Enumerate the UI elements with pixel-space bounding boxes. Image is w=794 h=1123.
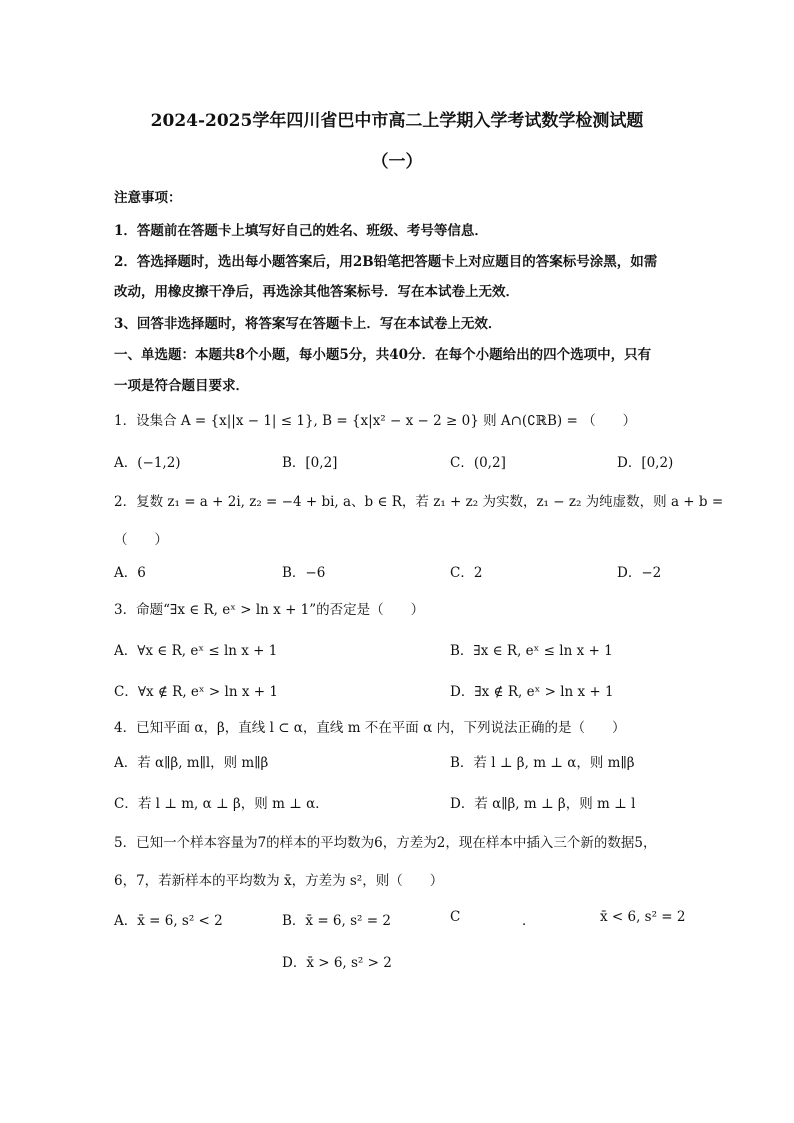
notice-item-3: 3、回答非选择题时，将答案写在答题卡上．写在本试卷上无效． [114,316,502,332]
notice-heading: 注意事项： [114,190,182,206]
question-3-option-a: A．∀x ∈ R, eˣ ≤ ln x + 1 [114,643,278,659]
question-2-option-b: B．−6 [282,565,326,581]
exam-title: 2024-2025学年四川省巴中市高二上学期入学考试数学检测试题 [150,111,644,131]
question-5-option-c-dot: ． [522,913,536,929]
question-3-option-d: D．∃x ∉ R, eˣ > ln x + 1 [450,684,614,700]
question-1-option-b: B．[0,2] [282,455,338,471]
question-5-option-d: D．x̄ > 6, s² > 2 [282,955,392,971]
question-4-option-b: B．若 l ⊥ β, m ⊥ α，则 m∥β [450,755,635,771]
question-3-option-b: B．∃x ∈ R, eˣ ≤ ln x + 1 [450,643,613,659]
question-2-answer-paren: （ ） [114,532,168,548]
question-2-stem: 2．复数 z₁ = a + 2i, z₂ = −4 + bi, a、b ∈ R，若 z₁ + z₂ 为实数，z₁ − z₂ 为纯虚数，则 a + b = [114,494,724,510]
question-2-option-d: D．−2 [617,565,662,581]
question-2-option-a: A．6 [114,565,146,581]
question-1-option-d: D．[0,2) [617,455,674,471]
question-4-option-a: A．若 α∥β, m∥l，则 m∥β [114,755,269,771]
question-1-option-a: A．(−1,2) [114,455,181,471]
exam-subtitle: （一） [371,152,423,172]
question-1-stem: 1．设集合 A = {x||x − 1| ≤ 1}, B = {x|x² − x − 2 ≥ 0} 则 A∩(∁ℝB) = （ ） [114,413,637,429]
notice-item-1: 1．答题前在答题卡上填写好自己的姓名、班级、考号等信息． [114,223,488,239]
question-5-stem-line-2: 6，7，若新样本的平均数为 x̄，方差为 s²，则（ ） [114,873,444,889]
question-5-option-c-math: x̄ < 6, s² = 2 [600,909,686,925]
question-5-option-a: A．x̄ = 6, s² < 2 [114,913,223,929]
section-1-intro-line-2: 一项是符合题目要求． [114,378,249,394]
question-5-stem-line-1: 5．已知一个样本容量为7的样本的平均数为6，方差为2，现在样本中插入三个新的数据5， [114,835,657,851]
question-3-stem: 3．命题“∃x ∈ R, eˣ > ln x + 1”的否定是（ ） [114,602,425,618]
question-2-option-c: C．2 [450,565,483,581]
question-4-option-c: C．若 l ⊥ m, α ⊥ β，则 m ⊥ α． [114,796,329,812]
section-1-intro-line-1: 一、单选题：本题共8个小题，每小题5分，共40分．在每个小题给出的四个选项中，只有 [114,347,652,363]
question-5-option-b: B．x̄ = 6, s² = 2 [282,913,391,929]
notice-item-2-line-2: 改动，用橡皮擦干净后，再选涂其他答案标号．写在本试卷上无效． [114,284,519,300]
question-4-option-d: D．若 α∥β, m ⊥ β，则 m ⊥ l [450,796,636,812]
question-4-stem: 4．已知平面 α，β，直线 l ⊂ α，直线 m 不在平面 α 内，下列说法正确的是（ ） [114,720,626,736]
question-1-option-c: C．(0,2] [450,455,506,471]
notice-item-2-line-1: 2．答选择题时，选出每小题答案后，用2B铅笔把答题卡上对应题目的答案标号涂黑，如需 [114,254,658,270]
question-3-option-c: C．∀x ∉ R, eˣ > ln x + 1 [114,684,278,700]
question-5-option-c-label: C [450,909,461,925]
